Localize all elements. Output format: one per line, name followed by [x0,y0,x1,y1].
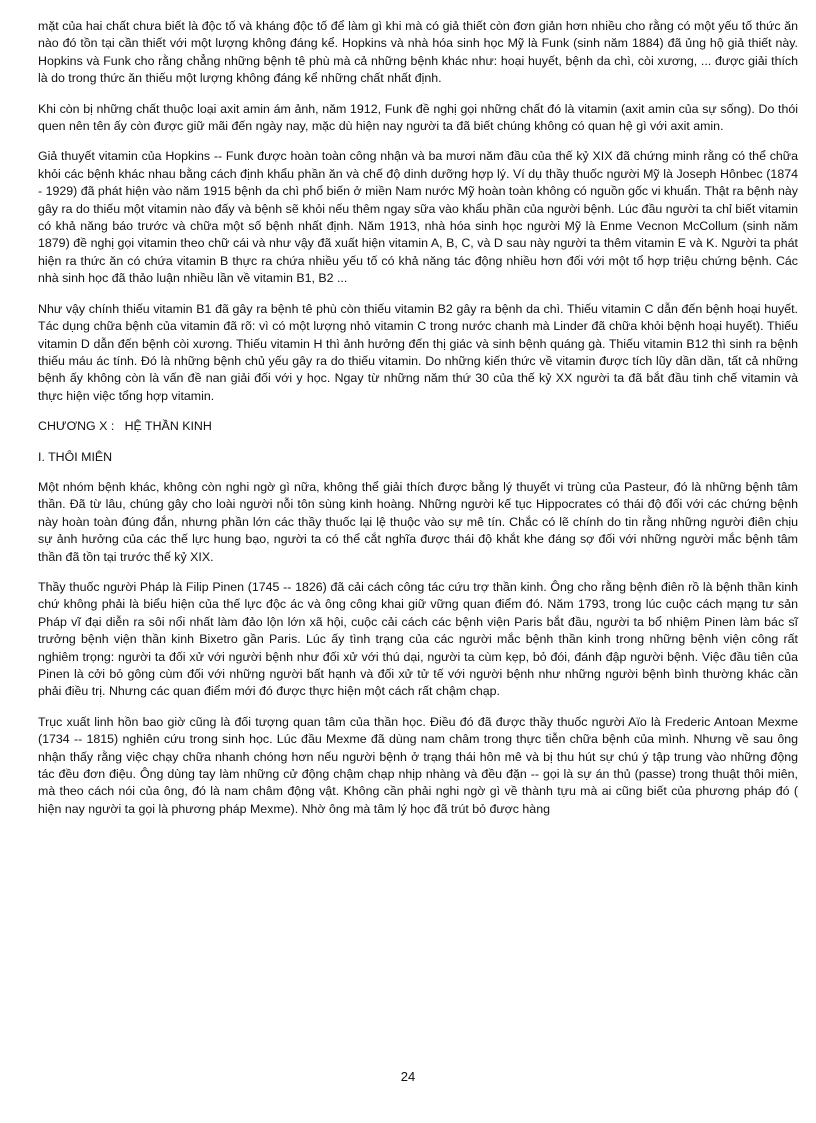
paragraph: Một nhóm bệnh khác, không còn nghi ngờ gì nữa, không thể giải thích được bằng lý thuyết vi trùng của Pasteur, đó là những bệnh tâm thần. Đã từ lâu, chúng gây cho loài người nỗi tôn sùng kinh hoàng. Những người kế tục Hippocrates có thái độ đối với các chứng bệnh này hoàn toàn đúng đắn, nhưng phần lớn các thầy thuốc lại lệ thuộc vào sự mê tín. Chắc có lẽ chính do tin rằng những người điên chịu sự ảnh hưởng của các thế lực hung bạo, người ta có thể cắt nghĩa được thái độ khắt khe đáng sợ đối với những người mắc bệnh tâm thần đã tồn tại trước thế kỷ XIX. [38,479,798,564]
page-number: 24 [400,1069,416,1084]
paragraph: Trục xuất linh hồn bao giờ cũng là đối tượng quan tâm của thần học. Điều đó đã được thầy thuốc người Aïo là Frederic Antoan Mexme (1734 -- 1815) nghiên cứu trong sinh học. Lúc đầu Mexme đã dùng nam châm trong thực tiễn chữa bệnh của mình. Nhưng về sau ông nhận thấy rằng việc chạy chữa nhanh chóng hơn nếu người bệnh ở trạng thái hôn mê và bị thu hút sự chú ý tập trung vào những động tác đều đơn điệu. Ông dùng tay làm những cử động chậm chạp nhịp nhàng và đều đặn -- gọi là sự án thủ (passe) trong thuật thôi miên, mà theo cách nói của ông, đó là nam châm động vật. Không cần phải nghi ngờ gì về thành tựu mà ai cũng biết của phương pháp đó ( hiện nay người ta gọi là phương pháp Mexme). Nhờ ông mà tâm lý học đã trút bỏ được hàng [38,714,798,816]
paragraph: Giả thuyết vitamin của Hopkins -- Funk được hoàn toàn công nhận và ba mươi năm đầu của thế kỷ XIX đã chứng minh rằng có thể chữa khỏi các bệnh khác nhau bằng cách định khẩu phần ăn và chế độ dinh dưỡng hợp lý. Ví dụ thầy thuốc người Mỹ là Joseph Hônbec (1874 - 1929) đã phát hiện vào năm 1915 bệnh da chì phổ biến ở miền Nam nước Mỹ hoàn toàn không có nguồn gốc vi khuẩn. Thật ra bệnh này gây ra do thiếu một vitamin nào đấy và bệnh sẽ khỏi nếu thêm ngay sữa vào khẩu phần của người bệnh. Lúc đầu người ta chỉ biết vitamin có khả năng báo trước và chữa một số bệnh nhất định. Năm 1913, nhà hóa sinh học người Mỹ là Enme Vecnon McCollum (sinh năm 1879) đề nghị gọi vitamin theo chữ cái và như vậy đã xuất hiện vitamin A, B, C, và D sau này người ta thêm vitamin E và K. Người ta phát hiện ra thức ăn có chứa vitamin B thực ra chứa nhiều yếu tố có khả năng tác động nhiều hơn đối với một tổ hợp triệu chứng bệnh. Các nhà sinh học đã thảo luận nhiều lần về vitamin B1, B2 ... [38,149,798,286]
section-heading: I. THÔI MIÊN [38,449,113,464]
paragraph: mặt của hai chất chưa biết là độc tố và kháng độc tố để làm gì khi mà có giả thiết còn đơn giản hơn nhiều cho rằng có một yếu tố thức ăn nào đó tồn tại cần thiết với một lượng không đáng kể. Hopkins và nhà hóa sinh học Mỹ là Funk (sinh năm 1884) đã ủng hộ giả thiết này. Hopkins và Funk cho rằng chẳng những bệnh tê phù mà cả những bệnh khác như: hoại huyết, bệnh da chì, còi xương, ... được giải thích là do trong thức ăn thiếu một lượng không đáng kể những chất nhất định. [38,19,798,86]
chapter-heading: CHƯƠNG X : HỆ THẦN KINH [38,419,212,434]
paragraph: Khi còn bị những chất thuộc loại axit amin ám ảnh, năm 1912, Funk đề nghị gọi những chất đó là vitamin (axit amin của sự sống). Do thói quen nên tên ấy còn được giữ mãi đến ngày nay, mặc dù hiện nay người ta đã biết chúng không có quan hệ gì với axit amin. [38,101,798,134]
paragraph: Như vậy chính thiếu vitamin B1 đã gây ra bệnh tê phù còn thiếu vitamin B2 gây ra bệnh da chì. Thiếu vitamin C dẫn đến bệnh hoại huyết. Tác dụng chữa bệnh của vitamin đã rõ: vì có một lượng nhỏ vitamin C trong nước chanh mà Linder đã chữa khỏi bệnh hoại huyết). Thiếu vitamin D dẫn đến bệnh còi xương. Thiếu vitamin H thì ảnh hưởng đến thị giác và sinh bệnh quáng gà. Thiếu vitamin B12 thì sinh ra bệnh thiếu máu ác tính. Đó là những bệnh chủ yếu gây ra do thiếu vitamin. Do những kiến thức về vitamin được tích lũy dần dần, tất cả những bệnh ấy không còn là vấn đề nan giải đối với y học. Ngay từ những năm thứ 30 của thế kỷ XX người ta đã bắt đầu tinh chế vitamin và thực hiện việc tổng hợp vitamin. [38,301,798,403]
paragraph: Thầy thuốc người Pháp là Filip Pinen (1745 -- 1826) đã cải cách công tác cứu trợ thần kinh. Ông cho rằng bệnh điên rồ là bệnh thần kinh chứ không phải là biểu hiện của thế lực độc ác và ông công khai giữ vững quan điểm đó. Năm 1793, trong lúc cuộc cách mạng tư sản Pháp vĩ đại diễn ra sôi nổi nhất làm đảo lộn lớn xã hội, cuộc cải cách các bệnh viện Paris bắt đầu, người ta bổ nhiệm Pinen làm bác sĩ trưởng bệnh viện thần kinh Bixetro gần Paris. Lúc ấy tình trạng của các người mắc bệnh thần kinh trong những bệnh viện công rất nghiêm trọng: người ta đối xử với người bệnh như đối xử với thú dại, người ta cùm kẹp, bỏ đói, đánh đập người bệnh. Việc đầu tiên của Pinen là cởi bỏ gông cùm đối với những người bất hạnh và đối xử tử tế với người bệnh như những người bệnh bình thường khác cần phải điều trị. Nhưng các quan điểm mới đó được thực hiện một cách rất chậm chạp. [38,579,798,699]
page-body [38,18,798,831]
